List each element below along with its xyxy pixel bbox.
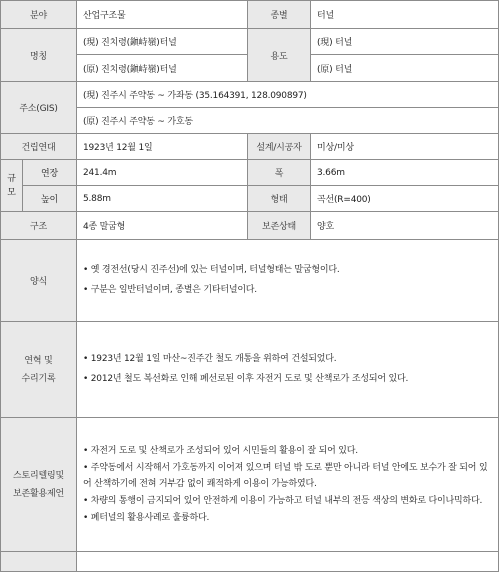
storytelling-item: • 차량의 통행이 금지되어 있어 안전하게 이용이 가능하고 터널 내부의 전등 색상의 변화로 다이나믹하다.: [83, 495, 483, 506]
scale-label: [1, 160, 23, 212]
history-list: [83, 351, 492, 387]
width-value: 3.66m: [311, 160, 499, 186]
form-value: 곡선(R=400): [311, 186, 499, 212]
name-current: (現) 진치령(鎭峙嶺)터널: [77, 29, 248, 55]
form-label: 형태: [248, 186, 311, 212]
length-label: 연장: [23, 160, 77, 186]
history-item: • 1923년 12월 1일 마산~진주간 철도 개통을 위하여 건설되었다.: [83, 354, 337, 364]
history-label-line-1: 연혁 및: [24, 355, 53, 366]
storytelling-item: • 폐터널의 활용사례로 훌륭하다.: [83, 512, 210, 523]
designer-label: 설계/시공자: [248, 134, 311, 160]
history-label-line-2: 수리기록: [21, 373, 56, 384]
condition-label: 보존상태: [248, 212, 311, 240]
row-storytelling: [1, 418, 499, 552]
storytelling-label: [1, 418, 77, 552]
address-former: (原) 진주시 주약동 ~ 가호동: [77, 108, 499, 134]
height-label: 높이: [23, 186, 77, 212]
type-label: 종별: [248, 1, 311, 29]
storytelling-content: [77, 418, 499, 552]
style-list: [83, 262, 492, 298]
height-value: 5.88m: [77, 186, 248, 212]
designer-value: 미상/미상: [311, 134, 499, 160]
category-value: 산업구조물: [77, 1, 248, 29]
built-value: 1923년 12월 1일: [77, 134, 248, 160]
style-content: [77, 240, 499, 322]
storytelling-label-line-2: 보존활용제언: [13, 488, 64, 499]
use-label: 용도: [248, 29, 311, 82]
name-former: (原) 진치령(鎭峙嶺)터널: [77, 55, 248, 82]
history-label: [1, 322, 77, 418]
scale-label-char-2: 모: [7, 187, 16, 198]
storytelling-label-line-1: 스토리텔링및: [13, 470, 64, 481]
trailing-content: [77, 552, 499, 572]
trailing-label: [1, 552, 77, 572]
use-former: (原) 터널: [311, 55, 499, 82]
row-name-current: [1, 29, 499, 55]
style-item: • 구분은 일반터널이며, 종별은 기타터널이다.: [83, 285, 257, 295]
row-address-current: [1, 82, 499, 108]
structure-label: 구조: [1, 212, 77, 240]
storytelling-item: • 자전거 도로 및 산책로가 조성되어 있어 시민들의 활용이 잘 되어 있다.: [83, 445, 358, 456]
use-current: (現) 터널: [311, 29, 499, 55]
row-trailing: [1, 552, 499, 572]
row-structure: [1, 212, 499, 240]
width-label: 폭: [248, 160, 311, 186]
address-label: 주소(GIS): [1, 82, 77, 134]
history-item: • 2012년 철도 복선화로 인해 폐선로된 이후 자전거 도로 및 산책로가 조성되어 있다.: [83, 374, 409, 384]
row-scale-length: [1, 160, 499, 186]
scale-label-char-1: 규: [7, 173, 16, 184]
type-value: 터널: [311, 1, 499, 29]
condition-value: 양호: [311, 212, 499, 240]
name-label: 명칭: [1, 29, 77, 82]
address-current: (現) 진주시 주약동 ~ 가좌동 (35.164391, 128.090897): [77, 82, 499, 108]
category-label: 분야: [1, 1, 77, 29]
structure-value: 4종 말굽형: [77, 212, 248, 240]
row-history: [1, 322, 499, 418]
length-value: 241.4m: [77, 160, 248, 186]
row-style: [1, 240, 499, 322]
row-category: [1, 1, 499, 29]
history-content: [77, 322, 499, 418]
row-scale-height: [1, 186, 499, 212]
style-label: 양식: [1, 240, 77, 322]
row-built: [1, 134, 499, 160]
style-item: • 옛 경전선(당시 진주선)에 있는 터널이며, 터널형태는 말굽형이다.: [83, 265, 340, 275]
built-label: 건립연대: [1, 134, 77, 160]
storytelling-list: [83, 443, 492, 526]
storytelling-item: • 주약동에서 시작해서 가호동까지 이어져 있으며 터널 밖 도로 뿐만 아니라 터널 안에도 보수가 잘 되어 있어 산책하기에 전혀 거부감 없이 쾌적하게 이용이 가능하였다.: [83, 462, 488, 489]
